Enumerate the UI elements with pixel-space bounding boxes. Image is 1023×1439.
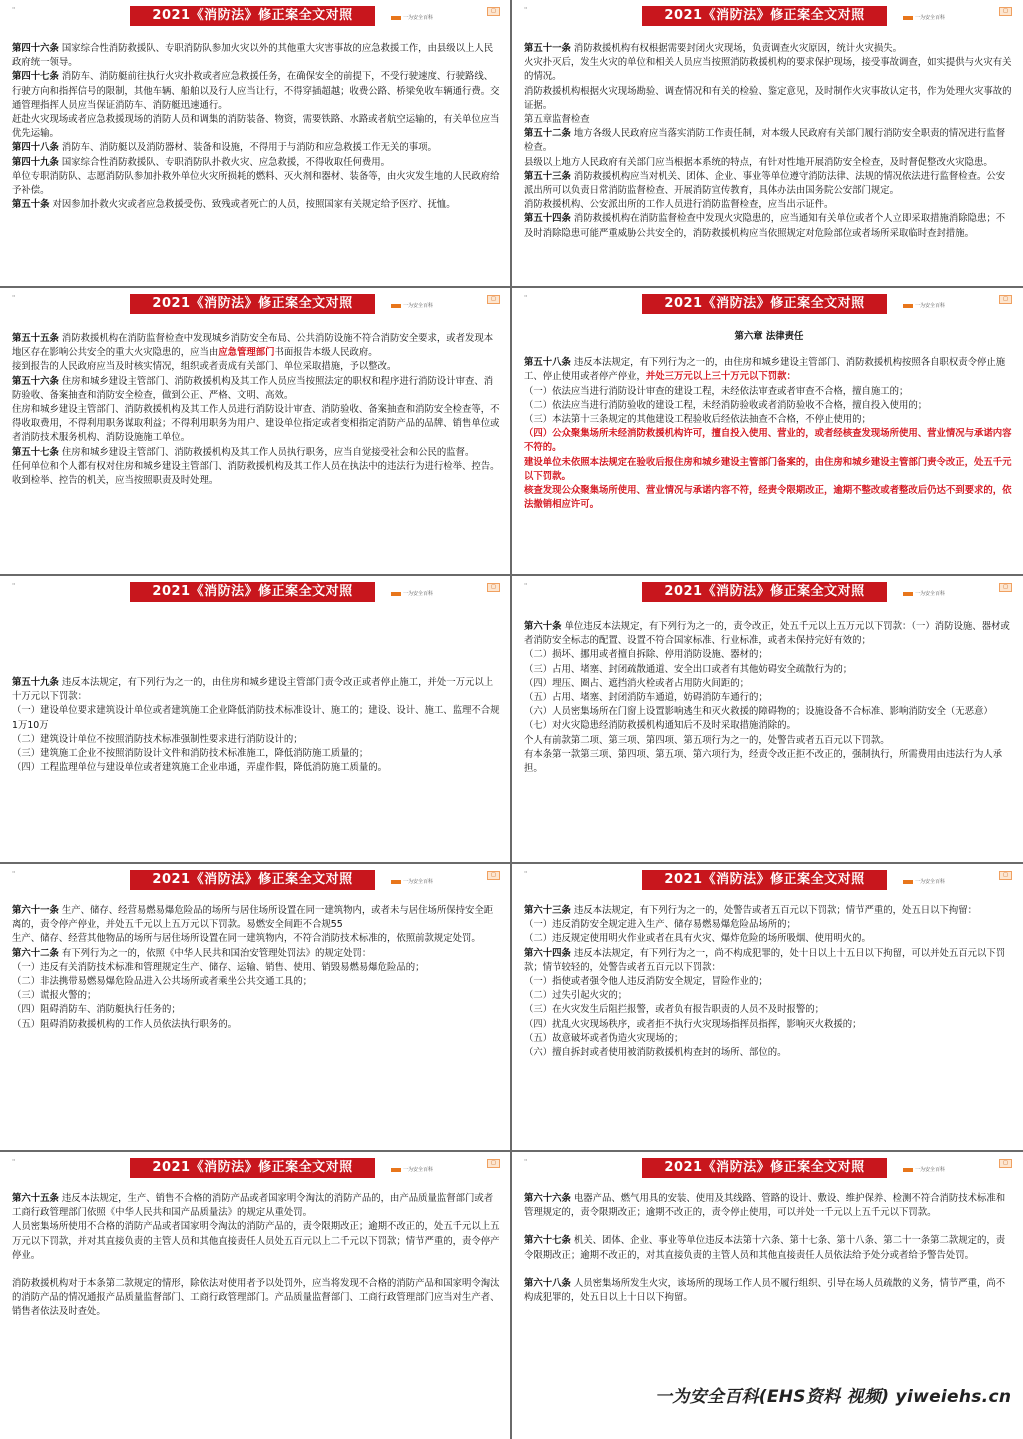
brand-logo (903, 1166, 945, 1173)
article-text: 消防救援机构有权根据需要封闭火灾现场，负责调查火灾原因，统计火灾损失。 (570, 43, 902, 54)
article-paragraph (12, 932, 502, 946)
article-text: （四）埋压、圈占、遮挡消火栓或者占用防火间距的； (524, 677, 750, 689)
slide-mark: " (524, 582, 528, 590)
article-text: （二）依法应当进行消防验收的建设工程，未经消防验收或者消防验收不合格，擅自投入使用的； (524, 399, 928, 411)
slide-body-text (12, 904, 502, 1032)
article-text: （四）阻碍消防车、消防艇执行任务的； (12, 1004, 181, 1016)
article-text: 违反本法规定，有下列行为之一的，由住房和城乡建设主管部门、消防救援机构按照各自职权责令停止施工、停止使用或者停产停业， (524, 357, 1006, 383)
article-text: 消防救援机构根据火灾现场勘验、调查情况和有关的检验、鉴定意见，及时制作火灾事故认定书，作为处理火灾事故的证据。 (524, 85, 1012, 111)
article-text: （二）损坏、挪用或者擅自拆除、停用消防设施、器材的； (524, 649, 768, 661)
article-number: 第五十六条 (12, 375, 59, 387)
logo-icon (391, 304, 401, 308)
article-text: 电器产品、燃气用具的安装、使用及其线路、管路的设计、敷设、维护保养、检测不符合消防技术标准和管理规定的，责令限期改正；逾期不改正的，责令停止使用，可以并处一千元以上五千元以下罚款。 (524, 1193, 1006, 1219)
article-paragraph (12, 460, 502, 488)
row-divider (0, 574, 1023, 576)
article-text: 任何单位和个人都有权对住房和城乡建设主管部门、消防救援机构及其工作人员在执法中的违法行为进行检举、控告。收到检举、控告的机关，应当按照职责及时处理。 (12, 460, 500, 487)
article-text: （三）本法第十三条规定的其他建设工程验收后经依法抽查不合格，不停止使用的； (524, 414, 871, 426)
article-number: 第五十条 (12, 199, 50, 211)
article-number: 第六十二条 (12, 947, 59, 959)
article-number: 第五十九条 (12, 677, 59, 688)
article-text: 县级以上地方人民政府有关部门应当根据本系统的特点，有针对性地开展消防安全检查，及时督促整改火灾隐患。 (524, 156, 993, 168)
slide-mark: " (12, 294, 16, 302)
slide-mark: " (12, 6, 16, 14)
article-paragraph (524, 113, 1014, 127)
article-paragraph (12, 747, 502, 761)
article-paragraph (12, 904, 502, 932)
paragraph-gap (12, 1263, 502, 1277)
logo-icon (903, 880, 913, 884)
article-text: 生产、储存、经营易燃易爆危险品的场所与居住场所设置在同一建筑物内，或者未与居住场所保持安全距离的，责令停产停业，并处五千元以上五万元以下罚款。易燃安全间距不合规55 (12, 905, 494, 931)
article-text: 机关、团体、企业、事业等单位违反本法第十六条、第十七条、第十八条、第二十一条第二款规定的，责令限期改正；逾期不改正的，对其直接负责的主管人员和其他直接责任人员依法给予处分或者给予警告处罚。 (524, 1235, 1006, 1261)
article-paragraph (524, 413, 1014, 427)
article-paragraph (524, 932, 1014, 946)
article-text: 消防救援机构应当对机关、团体、企业、事业等单位遵守消防法律、法规的情况依法进行监督检查。公安派出所可以负责日常消防监督检查、开展消防宣传教育，具体办法由国务院公安部门规定。 (524, 170, 1006, 197)
column-divider (510, 0, 512, 1439)
article-paragraph (524, 947, 1014, 975)
article-text: 住房和城乡建设主管部门、消防救援机构及其工作人员应当按照法定的职权和程序进行消防设计审查、消防验收、备案抽查和消防安全检查，做到公正、严格、文明、高效。 (12, 375, 494, 401)
article-paragraph (12, 332, 502, 360)
article-text: 住房和城乡建设主管部门、消防救援机构及其工作人员进行消防设计审查、消防验收、备案抽查和消防安全检查等，不得收取费用，不得利用职务谋取利益；不得利用职务为用户、建设单位指定或者变相指定消防产品的品牌、销售单位或者消防技术服务机构、消防设施施工单位。 (12, 404, 500, 444)
article-text: 消防救援机构对于本条第二款规定的情形，除依法对使用者予以处罚外，应当将发现不合格的消防产品和国家明令淘汰的消防产品的情况通报产品质量监督部门、工商行政管理部门。产品质量监督部门、工商行政管理部门应当对生产者、销售者依法及时查处。 (12, 1278, 500, 1318)
article-text: （三）建筑施工企业不按照消防设计文件和消防技术标准施工，降低消防施工质量的； (12, 748, 369, 760)
logo-icon (391, 1168, 401, 1172)
article-paragraph (12, 733, 502, 747)
slide-mark: " (524, 870, 528, 878)
slide-title-banner: 2021《消防法》修正案全文对照 (642, 294, 887, 314)
article-paragraph (524, 85, 1014, 113)
article-text: （三）谎报火警的； (12, 990, 97, 1002)
article-text: 单位违反本法规定，有下列行为之一的，责令改正，处五千元以上五万元以下罚款：（一）消防设施、器材或者消防安全标志的配置、设置不符合国家标准、行业标准，或者未保持完好有效的； (524, 621, 1010, 647)
logo-icon (903, 1168, 913, 1172)
article-paragraph (524, 1003, 1014, 1017)
article-number: 第六十六条 (524, 1193, 571, 1204)
article-paragraph (524, 385, 1014, 399)
article-number: 第五十三条 (524, 170, 571, 182)
article-text: 违反本法规定，有下列行为之一，尚不构成犯罪的，处十日以上十五日以下拘留，可以并处五百元以下罚款；情节较轻的，处警告或者五百元以下罚款： (524, 947, 1006, 973)
article-paragraph (12, 446, 502, 460)
article-paragraph (12, 70, 502, 113)
article-paragraph (524, 904, 1014, 918)
logo-icon (903, 16, 913, 20)
article-text: （一）建设单位要求建筑设计单位或者建筑施工企业降低消防技术标准设计、施工的；建设、设计、施工、监理不合规1万10万 (12, 705, 500, 731)
article-text: 火灾扑灭后，发生火灾的单位和相关人员应当按照消防救援机构的要求保护现场，接受事故调查，如实提供与火灾有关的情况。 (524, 57, 1012, 83)
brand-logo (391, 14, 433, 21)
row-divider (0, 1150, 1023, 1152)
article-paragraph (12, 947, 502, 961)
article-paragraph (524, 484, 1014, 512)
article-paragraph (12, 156, 502, 170)
article-paragraph (524, 677, 1014, 691)
article-paragraph (524, 989, 1014, 1003)
article-paragraph (12, 761, 502, 775)
article-paragraph (524, 1032, 1014, 1046)
article-text: 个人有前款第二项、第三项、第四项、第五项行为之一的，处警告或者五百元以下罚款。 (524, 734, 890, 746)
article-number: 第六十七条 (524, 1235, 571, 1247)
article-number: 第六十一条 (12, 905, 59, 916)
corner-tag-icon: □ (999, 583, 1012, 592)
chapter-heading: 第六章 法律责任 (734, 331, 804, 342)
slide-body-text (524, 1192, 1014, 1305)
article-paragraph (12, 1018, 502, 1032)
article-number: 第五十一条 (524, 43, 571, 54)
article-text: 单位专职消防队、志愿消防队参加扑救外单位火灾所损耗的燃料、灭火剂和器材、装备等，由火灾发生地的人民政府给予补偿。 (12, 170, 500, 197)
slide-title-banner: 2021《消防法》修正案全文对照 (642, 6, 887, 26)
article-paragraph (12, 1277, 502, 1320)
article-paragraph (12, 170, 502, 198)
corner-tag-icon: □ (487, 7, 500, 16)
article-text: （一）违反有关消防技术标准和管理规定生产、储存、运输、销售、使用、销毁易燃易爆危险品的； (12, 961, 425, 973)
slide-body-text (524, 620, 1014, 776)
article-text: （五）故意破坏或者伪造火灾现场的； (524, 1032, 684, 1044)
article-number: 第五十二条 (524, 128, 571, 140)
amended-text: 建设单位未依照本法规定在验收后报住房和城乡建设主管部门备案的，由住房和城乡建设主管部门责令改正，处五千元以下罚款。 (524, 456, 1012, 482)
article-paragraph (524, 748, 1014, 776)
article-text: （三）占用、堵塞、封闭疏散通道、安全出口或者有其他妨碍安全疏散行为的； (524, 663, 853, 675)
article-number: 第五十八条 (524, 357, 571, 369)
article-text: 接到报告的人民政府应当及时核实情况，组织或者责成有关部门、单位采取措施，予以整改。 (12, 361, 397, 373)
article-number: 第六十三条 (524, 905, 571, 916)
article-paragraph (524, 705, 1014, 719)
article-paragraph (524, 356, 1014, 384)
article-text: 违反本法规定，生产、销售不合格的消防产品或者国家明令淘汰的消防产品的，由产品质量监督部门或者工商行政管理部门依照《中华人民共和国产品质量法》的规定从重处罚。 (12, 1193, 494, 1219)
article-number: 第五十四条 (524, 213, 571, 225)
slide-mark: " (12, 1158, 16, 1166)
article-number: 第五十七条 (12, 446, 59, 458)
logo-text: 一为安全百科 (915, 591, 946, 597)
article-text: （二）非法携带易燃易爆危险品进入公共场所或者乘坐公共交通工具的； (12, 976, 313, 988)
article-paragraph (524, 170, 1014, 198)
article-number: 第五十五条 (12, 333, 59, 344)
slide-5 (0, 576, 510, 862)
logo-text: 一为安全百科 (403, 15, 434, 21)
slide-4 (512, 288, 1022, 574)
article-paragraph (524, 734, 1014, 748)
article-paragraph (12, 676, 502, 704)
brand-logo (903, 878, 945, 885)
corner-tag-icon: □ (999, 1159, 1012, 1168)
article-paragraph (12, 1003, 502, 1017)
article-number: 第六十四条 (524, 947, 571, 959)
slide-title-banner: 2021《消防法》修正案全文对照 (642, 1158, 887, 1178)
slide-7 (0, 864, 510, 1150)
slide-mark: " (524, 1158, 528, 1166)
article-paragraph (524, 212, 1014, 240)
slide-body-text (12, 676, 502, 775)
slide-title-banner: 2021《消防法》修正案全文对照 (130, 870, 375, 890)
article-text: 第五章监督检查 (524, 114, 590, 126)
slide-body-text (12, 1192, 502, 1320)
article-paragraph (524, 427, 1014, 455)
slide-2 (512, 0, 1022, 286)
article-number: 第四十九条 (12, 156, 59, 168)
logo-text: 一为安全百科 (915, 1167, 946, 1173)
article-number: 第四十八条 (12, 142, 59, 154)
slide-body-text (12, 332, 502, 488)
slide-mark: " (12, 582, 16, 590)
article-number: 第六十五条 (12, 1193, 59, 1204)
article-paragraph (524, 648, 1014, 662)
amended-text: （四）公众聚集场所未经消防救援机构许可，擅自投入使用、营业的，或者经核查发现场所使用、营业情况与承诺内容不符的。 (524, 428, 1012, 454)
slide-body-text (524, 330, 1014, 512)
article-text: （七）对火灾隐患经消防救援机构通知后不及时采取措施消除的。 (524, 720, 796, 732)
article-text: （五）阻碍消防救援机构的工作人员依法执行职务的。 (12, 1018, 238, 1030)
amended-text: 应急管理部门 (218, 347, 275, 359)
article-text: （一）指使或者强令他人违反消防安全规定，冒险作业的； (524, 976, 768, 988)
article-paragraph (524, 1277, 1014, 1305)
corner-tag-icon: □ (999, 871, 1012, 880)
slide-3 (0, 288, 510, 574)
article-text: （一）依法应当进行消防设计审查的建设工程，未经依法审查或者审查不合格，擅自施工的； (524, 385, 909, 397)
article-text: 对因参加扑救火灾或者应急救援受伤、致残或者死亡的人员，按照国家有关规定给予医疗、抚恤。 (49, 199, 456, 211)
logo-icon (391, 880, 401, 884)
article-text: 消防车、消防艇前往执行火灾扑救或者应急救援任务，在确保安全的前提下，不受行驶速度、行驶路线、行驶方向和指挥信号的限制，其他车辆、船舶以及行人应当让行，不得穿插超越；收费公路、桥梁免收车辆通行费。交通管理指挥人员应当保证消防车、消防艇迅速通行。 (12, 71, 500, 111)
article-text: 人员密集场所发生火灾，该场所的现场工作人员不履行组织、引导在场人员疏散的义务，情节严重，尚不构成犯罪的，处五日以上十日以下拘留。 (524, 1277, 1006, 1304)
corner-tag-icon: □ (487, 1159, 500, 1168)
logo-icon (391, 592, 401, 596)
brand-logo (391, 878, 433, 885)
article-text: 违反本法规定，有下列行为之一的，由住房和城乡建设主管部门责令改正或者停止施工，并处一万元以上十万元以下罚款： (12, 677, 494, 703)
article-text: 住房和城乡建设主管部门、消防救援机构及其工作人员执行职务，应当自觉接受社会和公民的监督。 (58, 446, 475, 458)
article-paragraph (12, 42, 502, 70)
logo-text: 一为安全百科 (915, 15, 946, 21)
article-number: 第四十六条 (12, 43, 59, 54)
article-text: 消防救援机构在消防监督检查中发现城乡消防安全布局、公共消防设施不符合消防安全要求，或者发现本地区存在影响公共安全的重大火灾隐患的，应当由 (12, 333, 494, 359)
article-paragraph (524, 918, 1014, 932)
article-text: 赶赴火灾现场或者应急救援现场的消防人员和调集的消防装备、物资，需要铁路、水路或者航空运输的，有关单位应当优先运输。 (12, 114, 500, 140)
corner-tag-icon: □ (999, 7, 1012, 16)
article-paragraph (524, 1018, 1014, 1032)
article-text: 有下列行为之一的，依照《中华人民共和国治安管理处罚法》的规定处罚： (58, 947, 372, 959)
paragraph-gap (524, 1220, 1014, 1234)
article-text: （二）过失引起火灾的； (524, 990, 628, 1002)
row-divider (0, 286, 1023, 288)
logo-icon (903, 304, 913, 308)
article-paragraph (12, 975, 502, 989)
article-text: 生产、储存、经营其他物品的场所与居住场所设置在同一建筑物内，不符合消防技术标准的，依照前款规定处罚。 (12, 933, 481, 945)
slide-mark: " (524, 6, 528, 14)
slide-title-banner: 2021《消防法》修正案全文对照 (130, 6, 375, 26)
article-paragraph (12, 989, 502, 1003)
row-divider (0, 862, 1023, 864)
article-paragraph (12, 403, 502, 446)
article-paragraph (524, 663, 1014, 677)
article-paragraph (524, 620, 1014, 648)
brand-logo (391, 1166, 433, 1173)
article-paragraph (524, 156, 1014, 170)
slide-title-banner: 2021《消防法》修正案全文对照 (130, 294, 375, 314)
article-number: 第六十条 (524, 621, 562, 632)
amended-text: 核查发现公众聚集场所使用、营业情况与承诺内容不符，经责令限期改正，逾期不整改或者整改后仍达不到要求的，依法撤销相应许可。 (524, 485, 1012, 511)
slide-mark: " (524, 294, 528, 302)
corner-tag-icon: □ (487, 583, 500, 592)
amended-text: 并处三万元以上三十万元以下罚款： (645, 371, 796, 383)
slide-6 (512, 576, 1022, 862)
article-text: （二）建筑设计单位不按照消防技术标准强制性要求进行消防设计的； (12, 733, 303, 745)
article-number: 第六十八条 (524, 1277, 571, 1289)
slide-title-banner: 2021《消防法》修正案全文对照 (130, 1158, 375, 1178)
article-text: 违反本法规定，有下列行为之一的，处警告或者五百元以下罚款；情节严重的，处五日以下拘留： (570, 905, 977, 916)
slide-body-text (524, 904, 1014, 1060)
article-paragraph (524, 1234, 1014, 1262)
article-paragraph (12, 360, 502, 374)
logo-text: 一为安全百科 (915, 303, 946, 309)
article-text: 国家综合性消防救援队、专职消防队参加火灾以外的其他重大灾害事故的应急救援工作，由县级以上人民政府统一领导。 (12, 43, 494, 69)
article-paragraph (524, 1046, 1014, 1060)
slide-title-banner: 2021《消防法》修正案全文对照 (642, 582, 887, 602)
article-number: 第四十七条 (12, 71, 59, 83)
article-paragraph (524, 691, 1014, 705)
corner-tag-icon: □ (999, 295, 1012, 304)
paragraph-gap (524, 1263, 1014, 1277)
article-paragraph (524, 1192, 1014, 1220)
article-text: （三）在火灾发生后阻拦报警，或者负有报告职责的人员不及时报警的； (524, 1004, 825, 1016)
slide-9 (0, 1152, 510, 1438)
article-text: 地方各级人民政府应当落实消防工作责任制，对本级人民政府有关部门履行消防安全职责的情况进行监督检查。 (524, 128, 1006, 154)
article-text: （五）占用、堵塞、封闭消防车通道，妨碍消防车通行的； (524, 692, 768, 704)
article-paragraph (12, 1192, 502, 1220)
article-paragraph (524, 127, 1014, 155)
article-paragraph (524, 56, 1014, 84)
article-paragraph (524, 719, 1014, 733)
logo-icon (391, 16, 401, 20)
article-text: 国家综合性消防救援队、专职消防队扑救火灾、应急救援，不得收取任何费用。 (58, 156, 390, 168)
article-paragraph (12, 1220, 502, 1263)
logo-text: 一为安全百科 (403, 1167, 434, 1173)
slide-8 (512, 864, 1022, 1150)
slide-mark: " (12, 870, 16, 878)
article-text: 消防车、消防艇以及消防器材、装备和设施，不得用于与消防和应急救援工作无关的事项。 (58, 142, 437, 154)
article-paragraph (12, 198, 502, 212)
article-paragraph (12, 961, 502, 975)
brand-logo (391, 302, 433, 309)
article-text: 书面报告本级人民政府。 (274, 347, 378, 359)
article-paragraph (524, 975, 1014, 989)
article-text: （四）扰乱火灾现场秩序，或者拒不执行火灾现场指挥员指挥，影响灭火救援的； (524, 1018, 862, 1030)
article-paragraph (12, 141, 502, 155)
slide-body-text (524, 42, 1014, 241)
article-text: 消防救援机构、公安派出所的工作人员进行消防监督检查，应当出示证件。 (524, 199, 834, 211)
logo-text: 一为安全百科 (403, 303, 434, 309)
slide-title-banner: 2021《消防法》修正案全文对照 (130, 582, 375, 602)
article-text: 消防救援机构在消防监督检查中发现火灾隐患的，应当通知有关单位或者个人立即采取措施消除隐患；不及时消除隐患可能严重威胁公共安全的，消防救援机构应当依照规定对危险部位或者场所采取临时查封措施。 (524, 213, 1006, 239)
article-text: （二）违反规定使用明火作业或者在具有火灾、爆炸危险的场所吸烟、使用明火的。 (524, 933, 871, 945)
corner-tag-icon: □ (487, 871, 500, 880)
article-text: （六）擅自拆封或者使用被消防救援机构查封的场所、部位的。 (524, 1047, 787, 1059)
logo-icon (903, 592, 913, 596)
brand-logo (903, 14, 945, 21)
article-paragraph (524, 456, 1014, 484)
corner-tag-icon: □ (487, 295, 500, 304)
article-paragraph (524, 399, 1014, 413)
slide-title-banner: 2021《消防法》修正案全文对照 (642, 870, 887, 890)
footer-brand: 一为安全百科(EHS资料 视频) yiweiehs.cn (655, 1387, 1012, 1407)
article-text: 有本条第一款第三项、第四项、第五项、第六项行为，经责令改正拒不改正的，强制执行，所需费用由违法行为人承担。 (524, 748, 1003, 775)
article-text: （一）违反消防安全规定进入生产、储存易燃易爆危险品场所的； (524, 919, 796, 931)
article-paragraph (12, 113, 502, 141)
slide-body-text (12, 42, 502, 212)
article-text: 人员密集场所使用不合格的消防产品或者国家明令淘汰的消防产品的，责令限期改正；逾期不改正的，处五千元以上五万元以下罚款，并对其直接负责的主管人员和其他直接责任人员处五百元以上二千元以下罚款；情节严重的，责令停产停业。 (12, 1221, 500, 1261)
brand-logo (903, 302, 945, 309)
article-paragraph (12, 704, 502, 732)
article-paragraph (524, 198, 1014, 212)
brand-logo (903, 590, 945, 597)
article-text: （六）人员密集场所在门窗上设置影响逃生和灭火救援的障碍物的；设施设备不合标准、影响消防安全（无恶意） (524, 706, 993, 718)
article-paragraph (524, 42, 1014, 56)
logo-text: 一为安全百科 (403, 591, 434, 597)
brand-logo (391, 590, 433, 597)
logo-text: 一为安全百科 (403, 879, 434, 885)
logo-text: 一为安全百科 (915, 879, 946, 885)
slide-1 (0, 0, 510, 286)
article-paragraph (12, 375, 502, 403)
article-text: （四）工程监理单位与建设单位或者建筑施工企业串通，弄虚作假，降低消防施工质量的。 (12, 762, 388, 774)
